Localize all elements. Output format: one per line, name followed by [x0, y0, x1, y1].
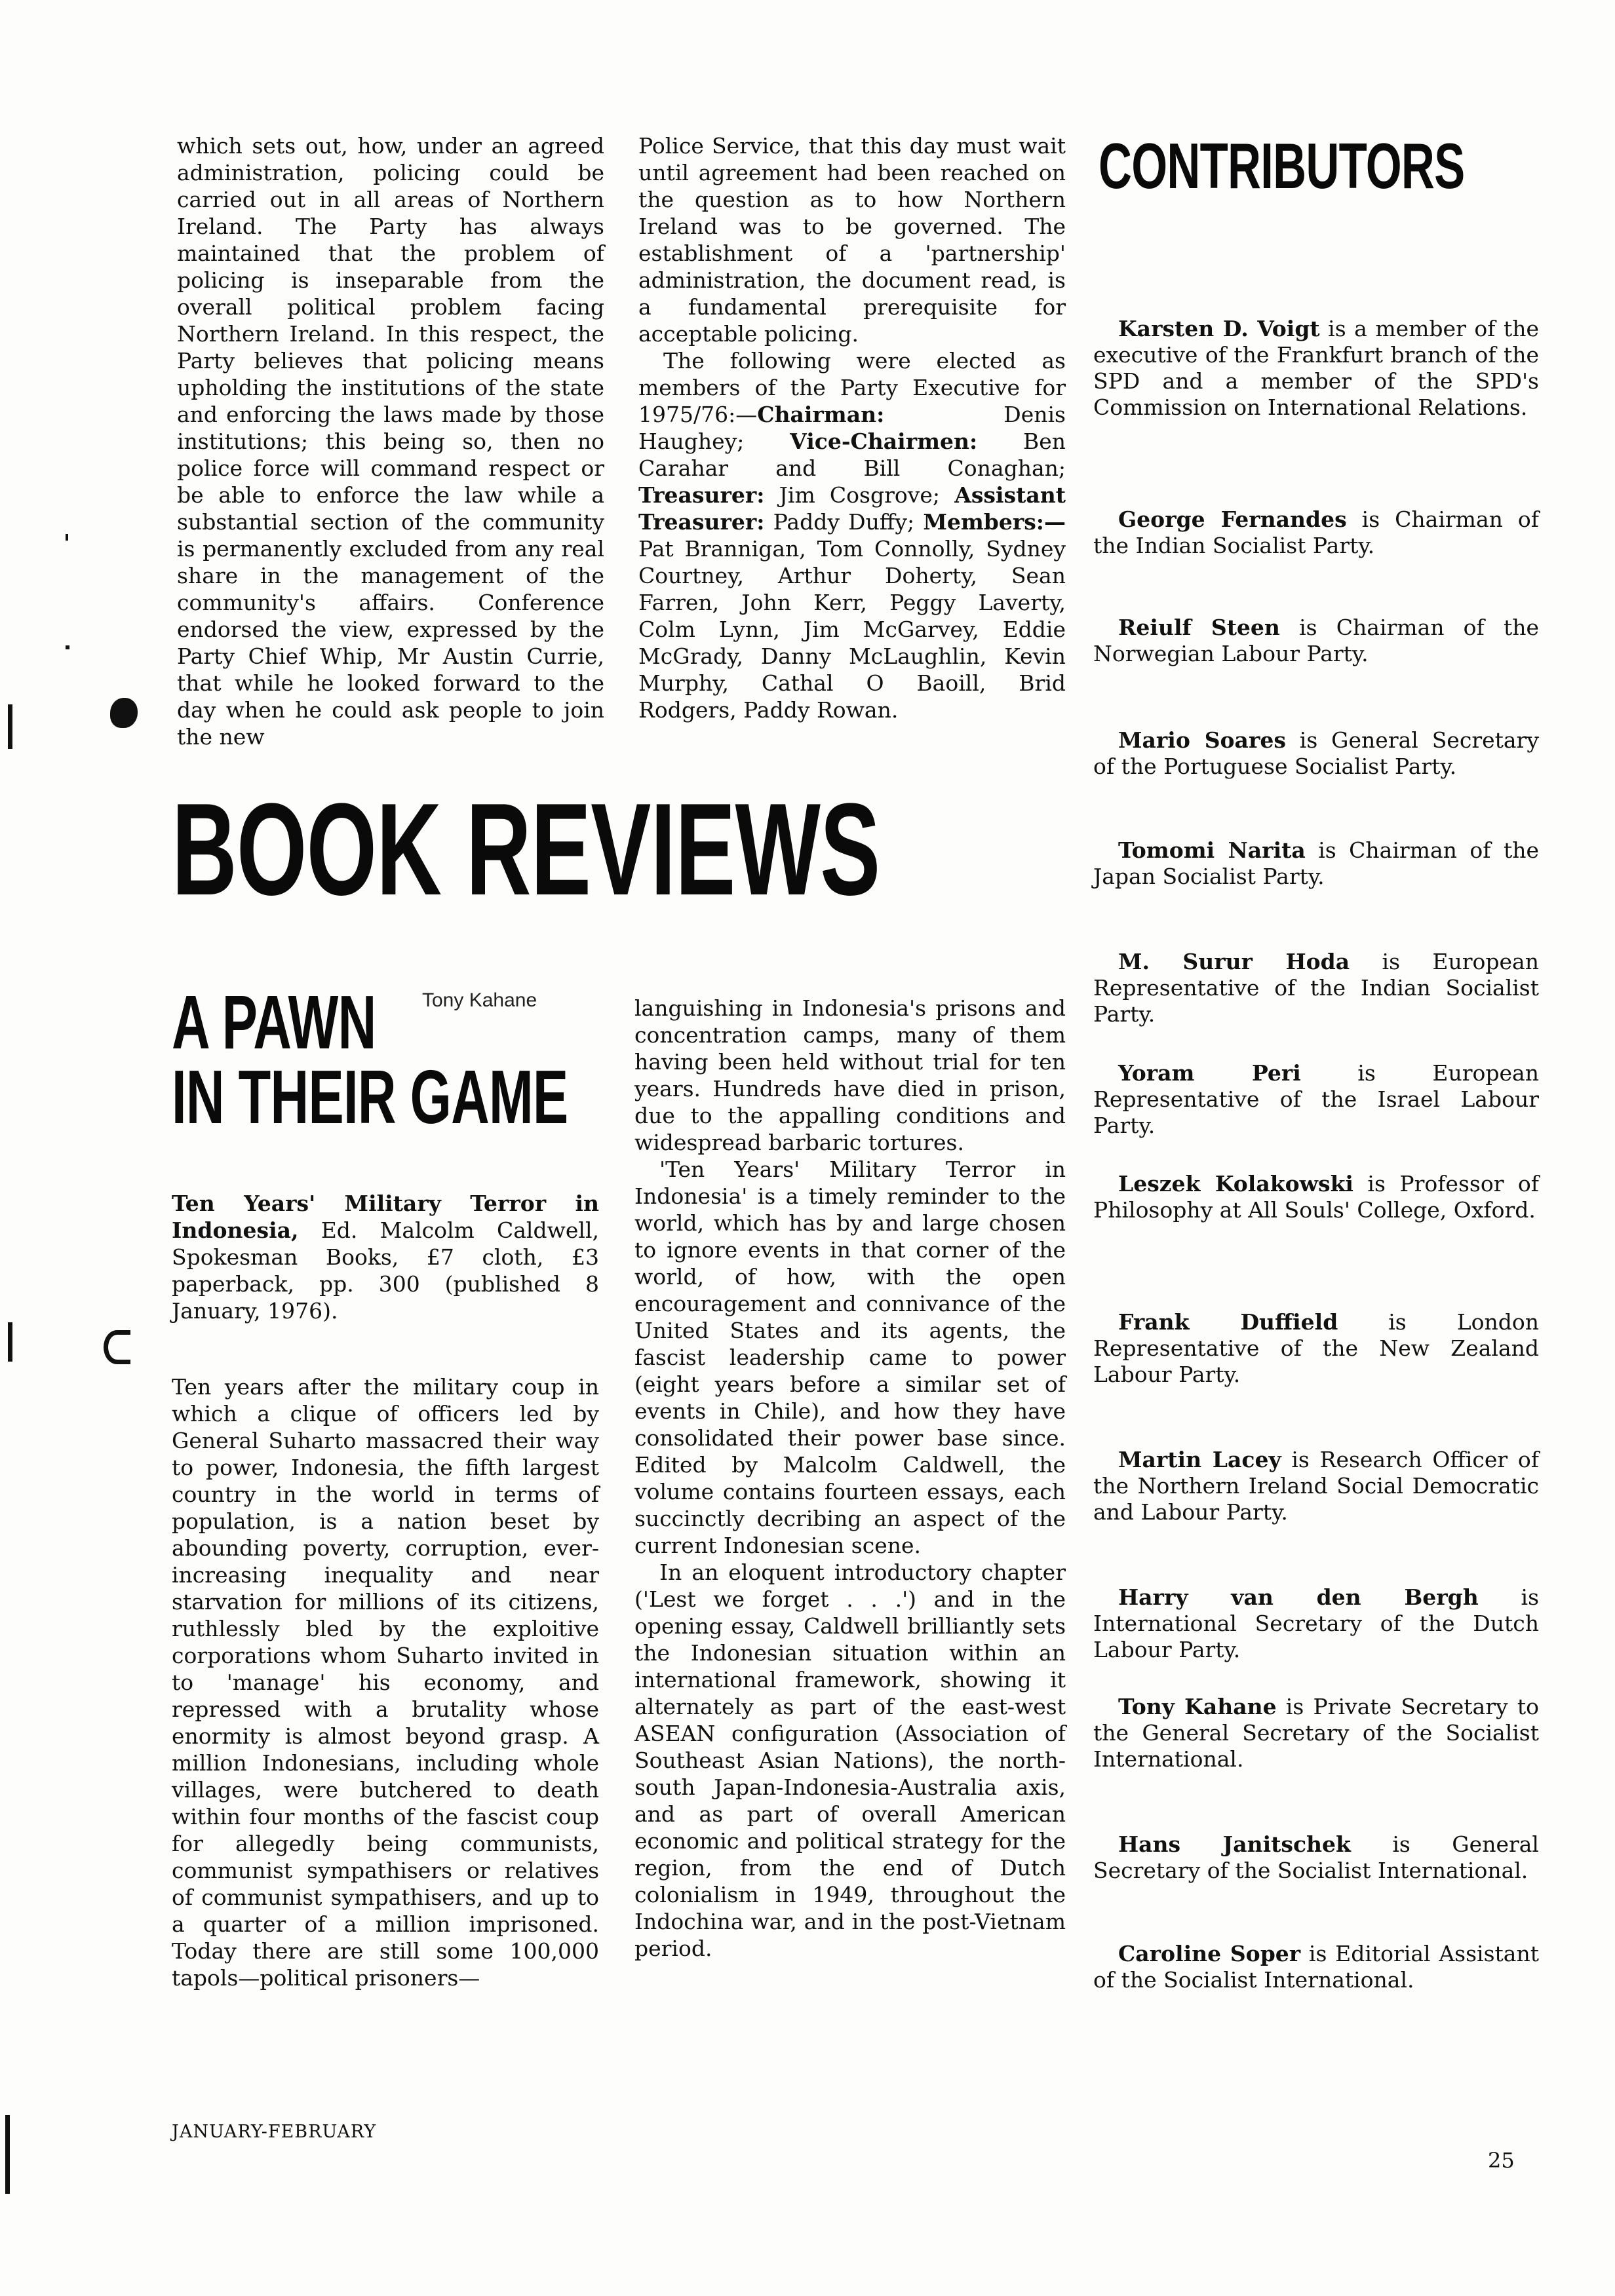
contributor-entry	[1093, 1171, 1539, 1223]
contributor-entry	[1093, 1060, 1539, 1139]
contributor-name: Yoram Peri	[1118, 1060, 1301, 1086]
review-title-line-1: A PAWN	[172, 980, 376, 1065]
assistant-treasurer-label: Assistant Treasurer:	[638, 482, 1066, 535]
contributor-name: M. Surur Hoda	[1118, 949, 1350, 974]
contributor-name: Karsten D. Voigt	[1118, 316, 1320, 341]
contributor-name: George Fernandes	[1118, 507, 1347, 532]
contributor-name: Tomomi Narita	[1118, 837, 1306, 863]
scan-mark-ink-blot	[110, 698, 138, 728]
contributor-description: is European Representative of the Indian Socialist Party.	[1093, 949, 1539, 1027]
review-paragraph: languishing in Indonesia's prisons and concentration camps, many of them having been held without trial for ten years. Hundreds have died in prison, due to the appalling conditions and widespread barbaric tortures.	[634, 995, 1066, 1155]
book-reviews-heading: BOOK REVIEWS	[172, 776, 880, 923]
contributor-name: Mario Soares	[1118, 727, 1286, 753]
contributor-name: Harry van den Bergh	[1118, 1584, 1479, 1610]
book-citation	[172, 1190, 599, 1324]
scan-mark-mid	[8, 1322, 12, 1362]
party-executive-paragraph	[638, 347, 1066, 723]
contributor-description: is London Representative of the New Zealand Labour Party.	[1093, 1309, 1539, 1387]
scan-mark-dot-1	[66, 534, 68, 541]
contributor-description: is General Secretary of the Socialist International.	[1093, 1831, 1539, 1883]
article-continued-column-1	[177, 132, 604, 750]
contributor-description: is International Secretary of the Dutch Labour Party.	[1093, 1584, 1539, 1662]
contributor-entry	[1093, 727, 1539, 780]
contributor-description: is Private Secretary to the General Secretary of the Socialist International.	[1093, 1694, 1539, 1772]
contributor-name: Hans Janitschek	[1118, 1831, 1351, 1857]
review-paragraph: 'Ten Years' Military Terror in Indonesia' is a timely reminder to the world, which has by and large chosen to ignore events in that corner of the world, of how, with the open encouragement and connivance of the United States and its agents, the fascist leadership came to power (eight years before a similar set of events in Chile), and how they have consolidated their power base since. Edited by Malcolm Caldwell, the volume contains fourteen essays, each succinctly decribing an aspect of the current Indonesian scene.	[634, 1157, 1066, 1558]
review-paragraph: Ten years after the military coup in which a clique of officers led by General Suharto massacred their way to power, Indonesia, the fifth largest country in the world in terms of population, is a nation beset by abounding poverty, corruption, ever-increasing inequality and near starvation for millions of its citizens, ruthlessly bled by the exploitive corporations whom Suharto invited in to 'manage' his economy, and repressed with a brutality whose enormity is almost beyond grasp. A million Indonesians, including whole villages, were butchered to death within four months of the fascist coup for allegedly being communists, communist sympathisers or relatives of communist sympathisers, and up to a quarter of a million imprisoned. Today there are still some 100,000 tapols—political prisoners—	[172, 1374, 599, 1991]
chairman-label: Chairman:	[757, 402, 885, 427]
members-names: Pat Brannigan, Tom Connolly, Sydney Courtney, Arthur Doherty, Sean Farren, John Kerr, Peggy Laverty, Colm Lynn, Jim McGarvey, Eddie McGrady, Danny McLaughlin, Kevin Murphy, Cathal O Baoill, Brid Rodgers, Paddy Rowan.	[638, 536, 1066, 723]
review-title-line-2: IN THEIR GAME	[172, 1054, 568, 1139]
article-paragraph: Police Service, that this day must wait until agreement had been reached on the question as to how Northern Ireland was to be governed. The establishment of a 'partnership' administration, the document read, is a fundamental prerequisite for acceptable policing.	[638, 133, 1066, 347]
treasurer-label: Treasurer:	[638, 482, 765, 508]
contributor-name: Caroline Soper	[1118, 1941, 1301, 1966]
contributor-description: is Research Officer of the Northern Ireland Social Democratic and Labour Party.	[1093, 1447, 1539, 1525]
chairman-name: Denis Haughey;	[638, 402, 1066, 454]
contributor-description: is Chairman of the Japan Socialist Party.	[1093, 837, 1539, 889]
contributor-description: is General Secretary of the Portuguese Socialist Party.	[1093, 727, 1539, 779]
scan-mark-bottom	[5, 2115, 10, 2194]
vice-chairmen-names: Ben Carahar and Bill Conaghan;	[638, 429, 1066, 481]
contributor-description: is Professor of Philosophy at All Souls' College, Oxford.	[1093, 1171, 1539, 1223]
review-column-right	[634, 995, 1066, 1962]
issue-date-footer: JANUARY-FEBRUARY	[172, 2122, 377, 2142]
contributor-entry	[1093, 615, 1539, 667]
contributor-entry	[1093, 1694, 1539, 1772]
article-continued-column-2	[638, 132, 1066, 723]
review-paragraph: In an eloquent introductory chapter ('Lest we forget . . .') and in the opening essay, Caldwell brilliantly sets the Indonesian situation within an international framework, showing it alternately as part of the east-west ASEAN configuration (Association of Southeast Asian Nations), the north-south Japan-Indonesia-Australia axis, and as part of overall American economic and political strategy for the region, from the end of Dutch colonialism in 1949, throughout the Indochina war, and in the post-Vietnam period.	[634, 1559, 1066, 1961]
contributor-entry	[1093, 949, 1539, 1027]
contributor-entry	[1093, 1447, 1539, 1525]
contributor-entry	[1093, 507, 1539, 559]
vice-chairmen-label: Vice-Chairmen:	[790, 429, 978, 454]
article-paragraph: which sets out, how, under an agreed administration, policing could be carried out in all areas of Northern Ireland. The Party has always maintained that the problem of policing is inseparable from the overall political problem facing Northern Ireland. In this respect, the Party believes that policing means upholding the institutions of the state and enforcing the laws made by those institutions; this being so, then no police force will command respect or be able to enforce the law while a substantial section of the community is permanently excluded from any real share in the management of the community's affairs. Conference endorsed the view, expressed by the Party Chief Whip, Mr Austin Currie, that while he looked forward to the day when he could ask people to join the new	[177, 133, 604, 750]
contributor-description: is a member of the executive of the Frankfurt branch of the SPD and a member of the SPD's Commission on International Relations.	[1093, 316, 1539, 420]
page-number: 25	[1488, 2148, 1515, 2173]
contributors-heading: CONTRIBUTORS	[1099, 130, 1465, 202]
contributor-name: Leszek Kolakowski	[1118, 1171, 1353, 1196]
review-column-left	[172, 1373, 599, 1991]
contributor-entry	[1093, 1831, 1539, 1884]
contributor-description: is Editorial Assistant of the Socialist International.	[1093, 1941, 1539, 1993]
contributor-name: Tony Kahane	[1118, 1694, 1277, 1719]
contributor-entry	[1093, 837, 1539, 890]
contributor-name: Martin Lacey	[1118, 1447, 1281, 1472]
book-citation-text	[172, 1190, 599, 1324]
book-details: Ed. Malcolm Caldwell, Spokesman Books, £7 cloth, £3 paperback, pp. 300 (published 8 January, 1976).	[172, 1217, 599, 1324]
review-author: Tony Kahane	[422, 989, 537, 1011]
contributor-entry	[1093, 1941, 1539, 1993]
executive-intro: The following were elected as members of the Party Executive for 1975/76:—	[638, 348, 1066, 427]
contributor-name: Frank Duffield	[1118, 1309, 1338, 1335]
scan-mark-curve	[104, 1330, 130, 1364]
contributor-description: is Chairman of the Norwegian Labour Party.	[1093, 615, 1539, 666]
contributor-entry	[1093, 1309, 1539, 1388]
scan-mark-top	[8, 704, 12, 749]
scan-mark-dot-2	[66, 645, 69, 649]
contributor-name: Reiulf Steen	[1118, 615, 1280, 640]
members-label: Members:—	[923, 509, 1066, 535]
contributor-description: is European Representative of the Israel Labour Party.	[1093, 1060, 1539, 1138]
contributor-entry	[1093, 1584, 1539, 1663]
assistant-treasurer-name: Paddy Duffy;	[764, 509, 924, 535]
contributor-description: is Chairman of the Indian Socialist Party.	[1093, 507, 1539, 558]
book-title: Ten Years' Military Terror in Indonesia,	[172, 1191, 599, 1243]
contributor-entry	[1093, 316, 1539, 421]
treasurer-name: Jim Cosgrove;	[764, 482, 955, 508]
